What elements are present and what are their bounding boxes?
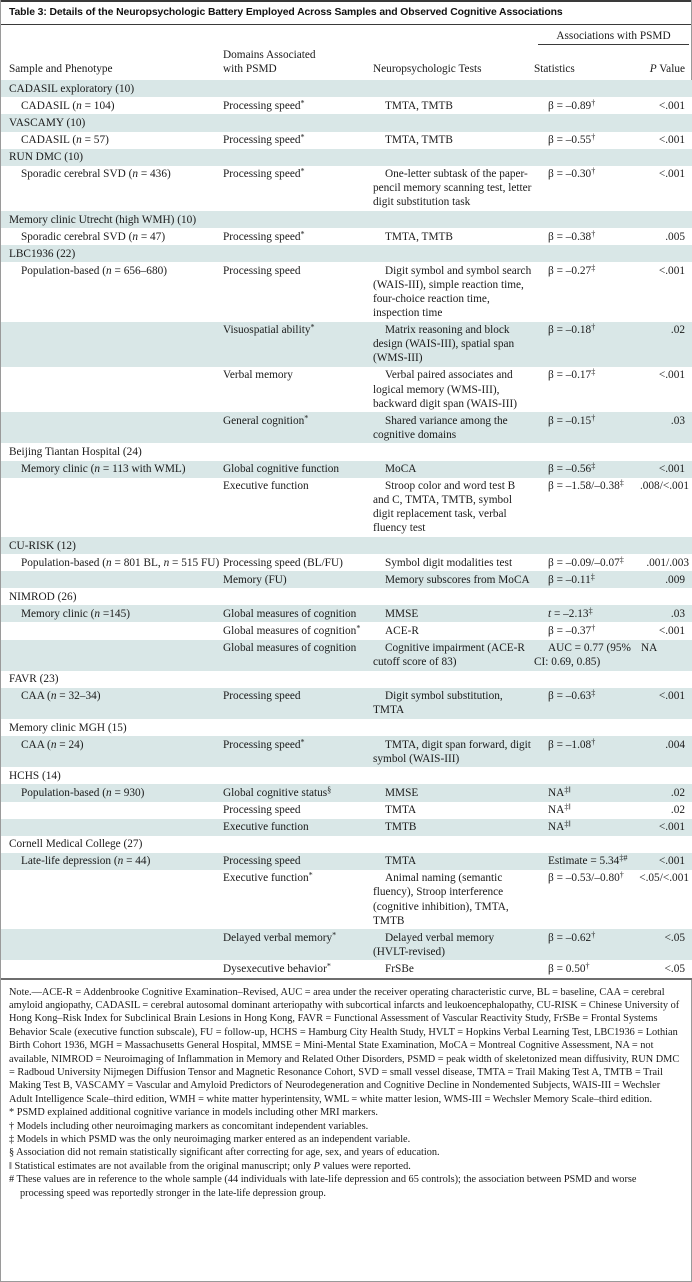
group-label: LBC1936 (22): [1, 245, 692, 262]
cell-tests: TMTA: [373, 802, 534, 819]
cell-domain: Global cognitive status§: [223, 784, 373, 801]
spanner-rule: [538, 44, 689, 45]
footnote-marker: §: [9, 1147, 15, 1159]
column-spanner-label: Associations with PSMD: [556, 30, 671, 42]
table-notes: [1, 980, 691, 1209]
cell-domain: Global measures of cognition*: [223, 622, 373, 639]
cell-p-value: <.001: [639, 688, 692, 719]
cell-p-value: .001/.003: [639, 554, 692, 571]
table-row: [1, 322, 692, 367]
cell-sample-phenotype: Population-based (n = 930): [1, 784, 223, 801]
cell-statistics: t = –2.13‡: [534, 605, 639, 622]
column-header-sample: Sample and Phenotype: [9, 63, 113, 76]
table-group-row: [1, 114, 692, 131]
group-label: VASCAMY (10): [1, 114, 692, 131]
table-row: [1, 412, 692, 443]
table-row: [1, 736, 692, 767]
cell-statistics: β = –0.63‡: [534, 688, 639, 719]
cell-statistics: β = –1.58/–0.38‡: [534, 478, 639, 537]
cell-p-value: <.001: [639, 622, 692, 639]
cell-domain: Processing speed*: [223, 736, 373, 767]
table-row: [1, 622, 692, 639]
column-header-pvalue-italic: P: [649, 63, 657, 76]
cell-sample-phenotype: Memory clinic (n =145): [1, 605, 223, 622]
cell-p-value: <.001: [639, 819, 692, 836]
cell-p-value: .03: [639, 412, 692, 443]
table-row: [1, 554, 692, 571]
cell-tests: Matrix reasoning and block design (WAIS-III), spatial span (WMS-III): [373, 322, 534, 367]
cell-statistics: NA‡‖: [534, 802, 639, 819]
footnote-list: [9, 1106, 683, 1200]
cell-tests: TMTB: [373, 819, 534, 836]
cell-tests: TMTA, TMTB: [373, 132, 534, 149]
group-label: Cornell Medical College (27): [1, 836, 692, 853]
cell-p-value: <.001: [639, 853, 692, 870]
cell-domain: Processing speed*: [223, 228, 373, 245]
cell-tests: MoCA: [373, 461, 534, 478]
cell-sample-phenotype: CADASIL (n = 57): [1, 132, 223, 149]
table-row: [1, 367, 692, 412]
cell-domain: Dysexecutive behavior*: [223, 960, 373, 978]
cell-domain: General cognition*: [223, 412, 373, 443]
footnote-item: * PSMD explained additional cognitive variance in models including other MRI markers.: [9, 1107, 378, 1119]
footnote-marker: *: [9, 1107, 15, 1119]
cell-domain: Processing speed: [223, 688, 373, 719]
cell-domain: Executive function: [223, 478, 373, 537]
cell-domain: Processing speed: [223, 802, 373, 819]
cell-tests: Digit symbol and symbol search (WAIS-III), simple reaction time, four-choice reaction time, inspection time: [373, 262, 534, 321]
cell-domain: Memory (FU): [223, 571, 373, 588]
table-group-row: [1, 537, 692, 554]
cell-sample-phenotype: CAA (n = 24): [1, 736, 223, 767]
column-header-tests: Neuropsychologic Tests: [373, 63, 482, 76]
cell-p-value: <.05: [639, 929, 692, 960]
spanner-blank-3: [373, 25, 534, 46]
note-abbreviations: Note.—ACE-R = Addenbrooke Cognitive Examination–Revised, AUC = area under the receiver operating characteristic curve, BL = baseline, CAA = cerebral amyloid angiopathy, CADASIL = cerebral autosomal dominant arteriopathy with subcortical infarcts and leukoencephalopathy, CU-RISK = Chinese University of Hong Kong–Risk Index for Subclinical Brain Lesions in Hong Kong, FAVR = Functional Assessment of Vascular Reactivity Study, FrSBe = Frontal Systems Behavior Scale (executive function subscale), FU = follow-up, HCHS = Hamburg City Health Study, HVLT = Hopkins Verbal Learning Test, LBC1936 = Lothian Birth Cohort 1936, MGH = Massachusetts General Hospital, MMSE = Mini-Mental State Examination, MoCA = Montreal Cognitive Assessment, NA = not available, NIMROD = Neuroimaging of Inflammation in Memory and Related Other Disorders, PSMD = peak width of skeletonized mean diffusivity, RUN DMC = Radboud University Nijmegen Diffusion Tensor and Magnetic Resonance Cohort, SVD = small vessel disease, TMTA = Trail Making Test A, TMTB = Trail Making Test B, VASCAMY = Vascular and Amyloid Predictors of Neurodegeneration and Cognitive Decline in Nondemented Subjects, WAIS-III = Wechsler Adult Intelligence Scale–third edition, WMH = white matter hyperintensity, WML = white matter lesion, WMS-III = Wechsler Memory Scale–third edition.: [9, 986, 680, 1105]
cell-sample-phenotype: [1, 819, 223, 836]
cell-sample-phenotype: Population-based (n = 801 BL, n = 515 FU): [1, 554, 223, 571]
cell-p-value: .03: [639, 605, 692, 622]
table-row: [1, 605, 692, 622]
cell-statistics: Estimate = 5.34‡#: [534, 853, 639, 870]
cell-p-value: <.05/<.001: [639, 870, 692, 929]
cell-statistics: β = –0.11‡: [534, 571, 639, 588]
table-group-row: [1, 149, 692, 166]
cell-sample-phenotype: Population-based (n = 656–680): [1, 262, 223, 321]
cell-tests: Memory subscores from MoCA: [373, 571, 534, 588]
cell-tests: Cognitive impairment (ACE-R cutoff score of 83): [373, 640, 534, 671]
table-row: [1, 819, 692, 836]
cell-sample-phenotype: [1, 870, 223, 929]
table-group-row: [1, 245, 692, 262]
spanner-row: [1, 25, 692, 46]
cell-tests: MMSE: [373, 784, 534, 801]
cell-statistics: β = –0.38†: [534, 228, 639, 245]
cell-p-value: .009: [639, 571, 692, 588]
cell-statistics: β = –0.56‡: [534, 461, 639, 478]
footnote-item: ‖ Statistical estimates are not available from the original manuscript; only P values were reported.: [9, 1160, 411, 1172]
page-title: Table 3: Details of the Neuropsychologic Battery Employed Across Samples and Observed Cognitive Associations: [9, 7, 563, 18]
cell-p-value: <.001: [639, 461, 692, 478]
cell-statistics: β = 0.50†: [534, 960, 639, 978]
column-header-pvalue-rest: Value: [656, 63, 685, 76]
table-group-row: [1, 719, 692, 736]
cell-statistics: NA‡‖: [534, 819, 639, 836]
group-label: CADASIL exploratory (10): [1, 80, 692, 97]
cell-sample-phenotype: [1, 367, 223, 412]
table-row: [1, 960, 692, 978]
table-row: [1, 461, 692, 478]
cell-domain: Executive function: [223, 819, 373, 836]
table-group-row: [1, 80, 692, 97]
cell-tests: Stroop color and word test B and C, TMTA, TMTB, symbol digit replacement task, verbal fluency test: [373, 478, 534, 537]
cell-p-value: .02: [639, 784, 692, 801]
group-label: Beijing Tiantan Hospital (24): [1, 443, 692, 460]
cell-tests: ACE-R: [373, 622, 534, 639]
cell-domain: Global measures of cognition: [223, 605, 373, 622]
column-header-domains-line1: Domains Associated: [223, 49, 316, 62]
cell-statistics: β = –0.89†: [534, 97, 639, 114]
cell-statistics: β = –0.15†: [534, 412, 639, 443]
column-header-domains-line2: with PSMD: [223, 63, 277, 76]
cell-p-value: <.001: [639, 367, 692, 412]
cell-tests: TMTA, TMTB: [373, 97, 534, 114]
cell-sample-phenotype: [1, 622, 223, 639]
footnote-item: † Models including other neuroimaging markers as concomitant independent variables.: [9, 1120, 369, 1132]
cell-p-value: <.001: [639, 262, 692, 321]
cell-sample-phenotype: CADASIL (n = 104): [1, 97, 223, 114]
cell-statistics: β = –0.27‡: [534, 262, 639, 321]
cell-tests: Delayed verbal memory (HVLT-revised): [373, 929, 534, 960]
table-group-row: [1, 767, 692, 784]
table-row: [1, 853, 692, 870]
cell-p-value: <.001: [639, 132, 692, 149]
cell-sample-phenotype: [1, 929, 223, 960]
footnote-marker: ‖: [9, 1160, 12, 1172]
cell-sample-phenotype: [1, 322, 223, 367]
cell-statistics: NA‡‖: [534, 784, 639, 801]
cell-tests: Digit symbol substitution, TMTA: [373, 688, 534, 719]
cell-tests: Shared variance among the cognitive domains: [373, 412, 534, 443]
cell-domain: Processing speed: [223, 262, 373, 321]
table-row: [1, 784, 692, 801]
group-label: Memory clinic Utrecht (high WMH) (10): [1, 211, 692, 228]
cell-statistics: β = –1.08†: [534, 736, 639, 767]
group-label: Memory clinic MGH (15): [1, 719, 692, 736]
table-group-row: [1, 671, 692, 688]
cell-statistics: β = –0.37†: [534, 622, 639, 639]
group-label: NIMROD (26): [1, 588, 692, 605]
cell-domain: Delayed verbal memory*: [223, 929, 373, 960]
cell-tests: TMTA, TMTB: [373, 228, 534, 245]
table-header: [1, 25, 692, 80]
cell-statistics: β = –0.17‡: [534, 367, 639, 412]
cell-domain: Verbal memory: [223, 367, 373, 412]
table-group-row: [1, 443, 692, 460]
cell-tests: FrSBe: [373, 960, 534, 978]
table-row: [1, 640, 692, 671]
cell-p-value: <.05: [639, 960, 692, 978]
cell-sample-phenotype: [1, 571, 223, 588]
table-row: [1, 166, 692, 211]
cell-sample-phenotype: [1, 412, 223, 443]
cell-sample-phenotype: CAA (n = 32–34): [1, 688, 223, 719]
spanner-blank-2: [223, 25, 373, 46]
cell-domain: Processing speed (BL/FU): [223, 554, 373, 571]
cell-tests: TMTA, digit span forward, digit symbol (WAIS-III): [373, 736, 534, 767]
spanner-blank-1: [1, 25, 223, 46]
cell-statistics: β = –0.53/–0.80†: [534, 870, 639, 929]
footnote-marker: #: [9, 1174, 15, 1186]
neuropsych-battery-table: [1, 25, 692, 980]
cell-p-value: <.001: [639, 97, 692, 114]
table-group-row: [1, 211, 692, 228]
cell-sample-phenotype: [1, 960, 223, 978]
cell-statistics: AUC = 0.77 (95% CI: 0.69, 0.85): [534, 640, 639, 671]
cell-sample-phenotype: [1, 802, 223, 819]
group-label: HCHS (14): [1, 767, 692, 784]
footnote-marker: ‡: [9, 1134, 15, 1145]
cell-statistics: β = –0.09/–0.07‡: [534, 554, 639, 571]
cell-tests: Symbol digit modalities test: [373, 554, 534, 571]
table-row: [1, 571, 692, 588]
table-row: [1, 228, 692, 245]
table-row: [1, 132, 692, 149]
group-label: CU-RISK (12): [1, 537, 692, 554]
cell-domain: Processing speed*: [223, 166, 373, 211]
cell-tests: TMTA: [373, 853, 534, 870]
cell-p-value: .005: [639, 228, 692, 245]
cell-domain: Processing speed*: [223, 97, 373, 114]
cell-tests: Verbal paired associates and logical memory (WMS-III), backward digit span (WAIS-III): [373, 367, 534, 412]
cell-sample-phenotype: Late-life depression (n = 44): [1, 853, 223, 870]
table-row: [1, 688, 692, 719]
cell-sample-phenotype: Sporadic cerebral SVD (n = 436): [1, 166, 223, 211]
column-header-row: [1, 46, 692, 80]
column-header-domains: [223, 46, 373, 80]
cell-p-value: .004: [639, 736, 692, 767]
cell-sample-phenotype: Memory clinic (n = 113 with WML): [1, 461, 223, 478]
cell-domain: Global cognitive function: [223, 461, 373, 478]
cell-domain: Global measures of cognition: [223, 640, 373, 671]
cell-p-value: .02: [639, 802, 692, 819]
cell-statistics: β = –0.55†: [534, 132, 639, 149]
table-group-row: [1, 836, 692, 853]
table-row: [1, 478, 692, 537]
column-header-pvalue: [639, 46, 692, 80]
table-row: [1, 870, 692, 929]
cell-domain: Processing speed: [223, 853, 373, 870]
cell-p-value: <.001: [639, 166, 692, 211]
cell-statistics: β = –0.18†: [534, 322, 639, 367]
cell-sample-phenotype: [1, 478, 223, 537]
table-body: [1, 80, 692, 978]
cell-p-value: .02: [639, 322, 692, 367]
cell-tests: One-letter subtask of the paper-pencil memory scanning test, letter digit substitution task: [373, 166, 534, 211]
table-title-bar: [1, 0, 691, 25]
cell-statistics: β = –0.62†: [534, 929, 639, 960]
cell-sample-phenotype: [1, 640, 223, 671]
column-header-statistics: Statistics: [534, 63, 575, 76]
cell-tests: Animal naming (semantic fluency), Stroop interference (cognitive inhibition), TMTA, TMTB: [373, 870, 534, 929]
footnote-marker: †: [9, 1120, 15, 1132]
footnote-item: § Association did not remain statistically significant after correcting for age, sex, and years of education.: [9, 1147, 440, 1159]
cell-domain: Processing speed*: [223, 132, 373, 149]
cell-statistics: β = –0.30†: [534, 166, 639, 211]
cell-p-value: .008/<.001: [639, 478, 692, 537]
cell-domain: Executive function*: [223, 870, 373, 929]
table-row: [1, 262, 692, 321]
cell-sample-phenotype: Sporadic cerebral SVD (n = 47): [1, 228, 223, 245]
table-row: [1, 802, 692, 819]
column-spanner-associations: [534, 25, 692, 46]
table-row: [1, 929, 692, 960]
cell-tests: MMSE: [373, 605, 534, 622]
group-label: RUN DMC (10): [1, 149, 692, 166]
group-label: FAVR (23): [1, 671, 692, 688]
footnote-item: # These values are in reference to the whole sample (44 individuals with late-life depression and 65 controls); the association between PSMD and worse processing speed was reportedly stronger in the late-life depression group.: [9, 1174, 637, 1199]
footnote-item: ‡ Models in which PSMD was the only neuroimaging marker entered as an independent variable.: [9, 1134, 411, 1145]
table-group-row: [1, 588, 692, 605]
cell-domain: Visuospatial ability*: [223, 322, 373, 367]
cell-p-value: NA: [639, 640, 692, 671]
table-row: [1, 97, 692, 114]
